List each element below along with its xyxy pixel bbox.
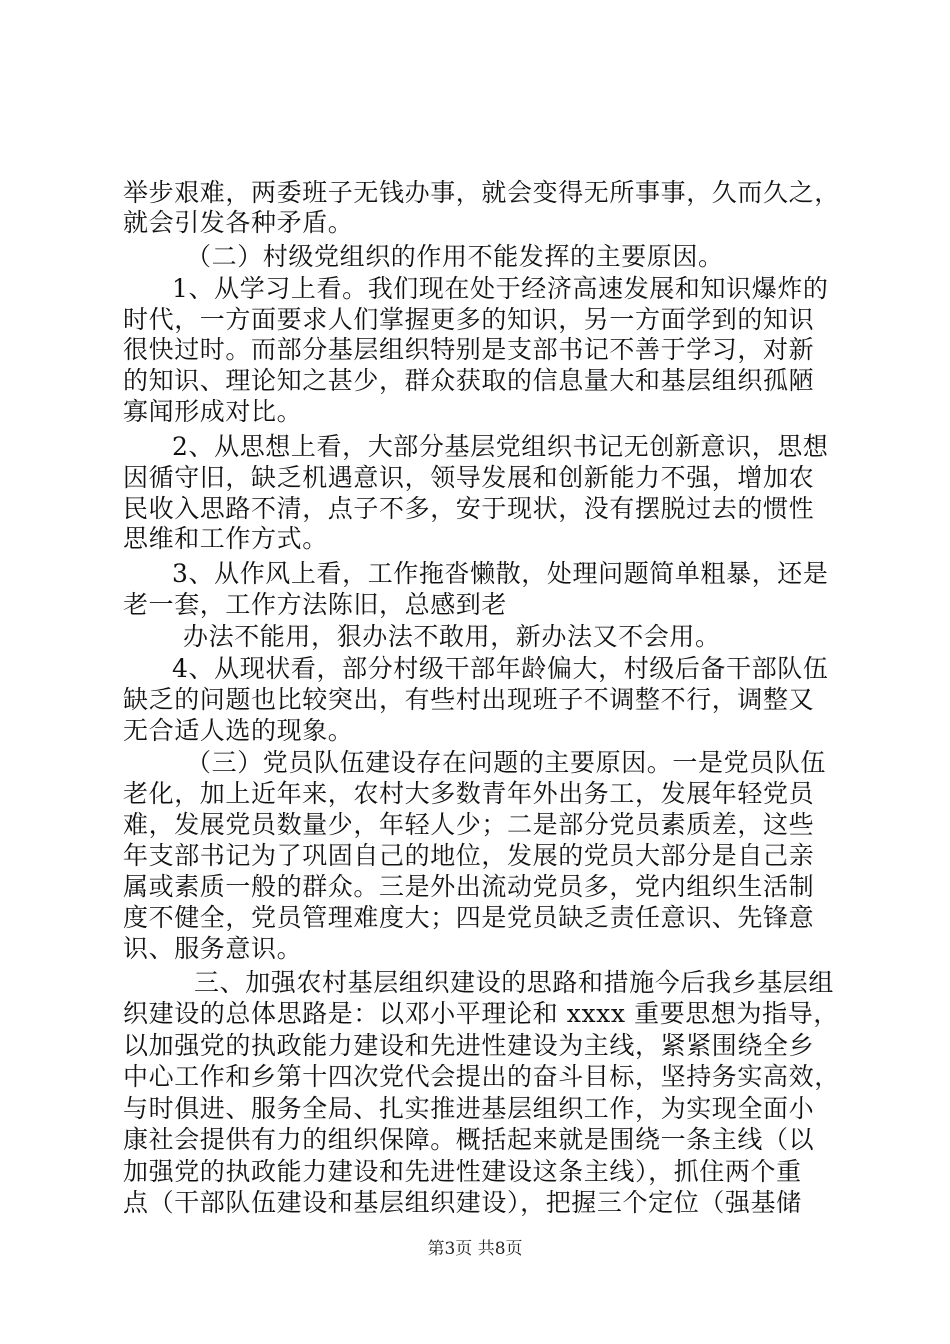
text-line: 民收入思路不清，点子不多，安于现状，没有摆脱过去的惯性 <box>123 494 815 523</box>
page-number-footer: 第3页 共8页 <box>427 1239 523 1259</box>
text-line: 以加强党的执政能力建设和先进性建设为主线，紧紧围绕全乡 <box>123 1031 815 1060</box>
text-line: 康社会提供有力的组织保障。概括起来就是围绕一条主线（以 <box>123 1125 815 1154</box>
section-heading: 三、加强农村基层组织建设的思路和措施今后我乡基层组 <box>194 968 835 997</box>
text-line: 年支部书记为了巩固自己的地位，发展的党员大部分是自己亲 <box>123 841 815 870</box>
text-line: 思维和工作方式。 <box>123 524 328 553</box>
text-line: 加强党的执政能力建设和先进性建设这条主线），抓住两个重 <box>123 1157 802 1186</box>
paragraph-start-line: 2、从思想上看，大部分基层党组织书记无创新意识，思想 <box>172 432 829 461</box>
text-line: 寡闻形成对比。 <box>123 397 303 426</box>
text-line: 中心工作和乡第十四次党代会提出的奋斗目标，坚持务实高效， <box>123 1062 840 1091</box>
text-line: 缺乏的问题也比较突出，有些村出现班子不调整不行，调整又 <box>123 685 815 714</box>
text-line: 识、服务意识。 <box>123 934 303 963</box>
text-line: 就会引发各种矛盾。 <box>123 208 354 237</box>
text-line: 属或素质一般的群众。三是外出流动党员多，党内组织生活制 <box>123 872 815 901</box>
text-line: 难，发展党员数量少，年轻人少；二是部分党员素质差，这些 <box>123 810 815 839</box>
text-line: 与时俱进、服务全局、扎实推进基层组织工作，为实现全面小 <box>123 1094 815 1123</box>
paragraph-start-line: 4、从现状看，部分村级干部年龄偏大，村级后备干部队伍 <box>172 654 829 683</box>
text-line: 很快过时。而部分基层组织特别是支部书记不善于学习，对新 <box>123 335 815 364</box>
paragraph-start-line: 1、从学习上看。我们现在处于经济高速发展和知识爆炸的 <box>172 274 829 303</box>
paragraph-start-line: （三）党员队伍建设存在问题的主要原因。一是党员队伍 <box>186 748 827 777</box>
text-line: 老化，加上近年来，农村大多数青年外出务工，发展年轻党员 <box>123 779 815 808</box>
text-line: 因循守旧，缺乏机遇意识，领导发展和创新能力不强，增加农 <box>123 463 815 492</box>
text-line: 无合适人选的现象。 <box>123 716 354 745</box>
text-line: 点（干部队伍建设和基层组织建设），把握三个定位（强基储 <box>123 1188 802 1217</box>
paragraph-start-line: 3、从作风上看，工作拖沓懒散，处理问题简单粗暴，还是 <box>172 559 829 588</box>
text-line: 办法不能用，狠办法不敢用，新办法又不会用。 <box>183 622 721 651</box>
section-heading: （二）村级党组织的作用不能发挥的主要原因。 <box>186 242 724 271</box>
text-line: 时代，一方面要求人们掌握更多的知识，另一方面学到的知识 <box>123 305 815 334</box>
text-line: 老一套，工作方法陈旧，总感到老 <box>123 590 508 619</box>
text-line: 举步艰难，两委班子无钱办事，就会变得无所事事，久而久之， <box>123 178 840 207</box>
text-line: 的知识、理论知之甚少，群众获取的信息量大和基层组织孤陋 <box>123 366 815 395</box>
text-line: 度不健全，党员管理难度大；四是党员缺乏责任意识、先锋意 <box>123 903 815 932</box>
text-line: 织建设的总体思路是：以邓小平理论和 xxxx 重要思想为指导， <box>123 999 839 1028</box>
